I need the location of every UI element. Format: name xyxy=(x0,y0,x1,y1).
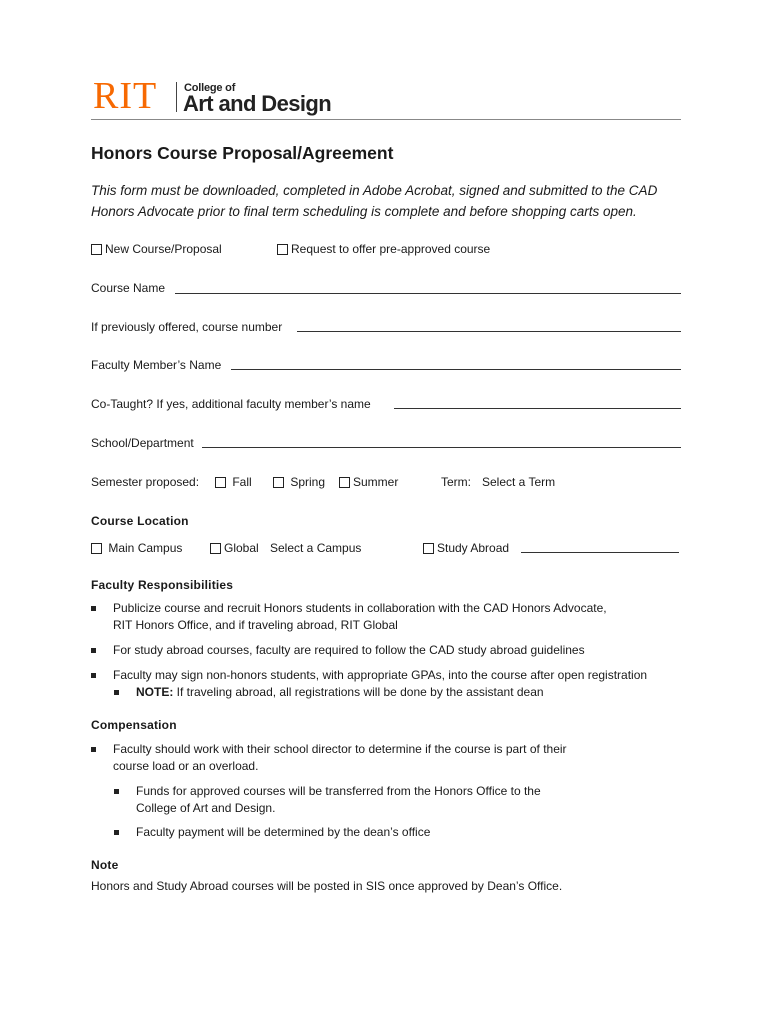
course-number-label: If previously offered, course number xyxy=(91,320,283,334)
compensation-sub-1 xyxy=(136,783,541,817)
co-taught-label: Co-Taught? If yes, additional faculty member’s name xyxy=(91,397,371,411)
school-label: School/Department xyxy=(91,436,194,450)
fall-label: Fall xyxy=(232,475,252,489)
compensation-item-1-line-1: Faculty should work with their school director to determine if the course is part of their xyxy=(113,742,567,756)
course-location-heading: Course Location xyxy=(91,514,189,528)
semester-label: Semester proposed: xyxy=(91,475,200,489)
logo-art-and-design: Art and Design xyxy=(183,91,332,116)
term-select[interactable]: Select a Term xyxy=(482,475,556,489)
note-label: NOTE: xyxy=(136,685,174,699)
global-label: Global xyxy=(224,541,259,555)
rit-logo: RIT xyxy=(93,75,158,117)
summer-label: Summer xyxy=(353,475,399,489)
compensation-sub-1-line-2: College of Art and Design. xyxy=(136,801,276,815)
study-abroad-option[interactable] xyxy=(423,540,509,556)
responsibility-item-1-line-2: RIT Honors Office, and if traveling abroad, RIT Global xyxy=(113,618,398,632)
spring-option[interactable] xyxy=(273,474,325,490)
new-course-option[interactable] xyxy=(91,241,222,257)
compensation-sub-2: Faculty payment will be determined by the dean’s office xyxy=(136,825,431,839)
faculty-name-field[interactable] xyxy=(231,369,681,370)
responsibility-item-1-line-1: Publicize course and recruit Honors students in collaboration with the CAD Honors Advocate, xyxy=(113,601,607,615)
global-checkbox[interactable] xyxy=(210,543,221,554)
responsibility-item-3: Faculty may sign non-honors students, with appropriate GPAs, into the course after open registration xyxy=(113,668,648,682)
summer-option[interactable] xyxy=(339,474,398,490)
note-text: If traveling abroad, all registrations will be done by the assistant dean xyxy=(173,685,544,699)
new-course-label: New Course/Proposal xyxy=(105,242,222,256)
course-name-field[interactable] xyxy=(175,293,681,294)
global-option[interactable] xyxy=(210,540,259,556)
study-abroad-checkbox[interactable] xyxy=(423,543,434,554)
preapproved-option[interactable] xyxy=(277,241,490,257)
note-heading: Note xyxy=(91,858,119,872)
bullet xyxy=(91,673,96,678)
bullet xyxy=(114,830,119,835)
responsibility-note xyxy=(136,684,544,701)
responsibility-item-1 xyxy=(113,600,607,634)
bullet xyxy=(91,648,96,653)
spring-checkbox[interactable] xyxy=(273,477,284,488)
campus-select[interactable]: Select a Campus xyxy=(270,541,362,555)
fall-option[interactable] xyxy=(215,474,252,490)
study-abroad-field[interactable] xyxy=(521,552,679,553)
responsibility-item-2: For study abroad courses, faculty are required to follow the CAD study abroad guidelines xyxy=(113,643,585,657)
main-campus-option[interactable] xyxy=(91,540,182,556)
co-taught-field[interactable] xyxy=(394,408,681,409)
new-course-checkbox[interactable] xyxy=(91,244,102,255)
bullet xyxy=(91,747,96,752)
faculty-name-label: Faculty Member’s Name xyxy=(91,358,222,372)
school-field[interactable] xyxy=(202,447,681,448)
bullet xyxy=(114,690,119,695)
intro-text: This form must be downloaded, completed in Adobe Acrobat, signed and submitted to the CAD Honors Advocate prior to final term scheduling is complete and before shopping carts open. xyxy=(91,183,658,219)
compensation-item-1 xyxy=(113,741,567,775)
fall-checkbox[interactable] xyxy=(215,477,226,488)
course-name-label: Course Name xyxy=(91,281,166,295)
compensation-heading: Compensation xyxy=(91,718,177,732)
logo-college-of: College of xyxy=(184,82,236,94)
bullet xyxy=(114,789,119,794)
bullet xyxy=(91,606,96,611)
spring-label: Spring xyxy=(290,475,326,489)
compensation-sub-1-line-1: Funds for approved courses will be transferred from the Honors Office to the xyxy=(136,784,541,798)
header-rule xyxy=(91,119,681,120)
term-label: Term: xyxy=(441,475,471,489)
study-abroad-label: Study Abroad xyxy=(437,541,510,555)
main-campus-checkbox[interactable] xyxy=(91,543,102,554)
logo-divider xyxy=(176,82,177,112)
responsibilities-heading: Faculty Responsibilities xyxy=(91,578,234,592)
page-title: Honors Course Proposal/Agreement xyxy=(91,143,394,163)
preapproved-label: Request to offer pre-approved course xyxy=(291,242,491,256)
main-campus-label: Main Campus xyxy=(108,541,183,555)
note-text-body: Honors and Study Abroad courses will be posted in SIS once approved by Dean’s Office. xyxy=(91,879,563,893)
preapproved-checkbox[interactable] xyxy=(277,244,288,255)
summer-checkbox[interactable] xyxy=(339,477,350,488)
course-number-field[interactable] xyxy=(297,331,681,332)
compensation-item-1-line-2: course load or an overload. xyxy=(113,759,259,773)
